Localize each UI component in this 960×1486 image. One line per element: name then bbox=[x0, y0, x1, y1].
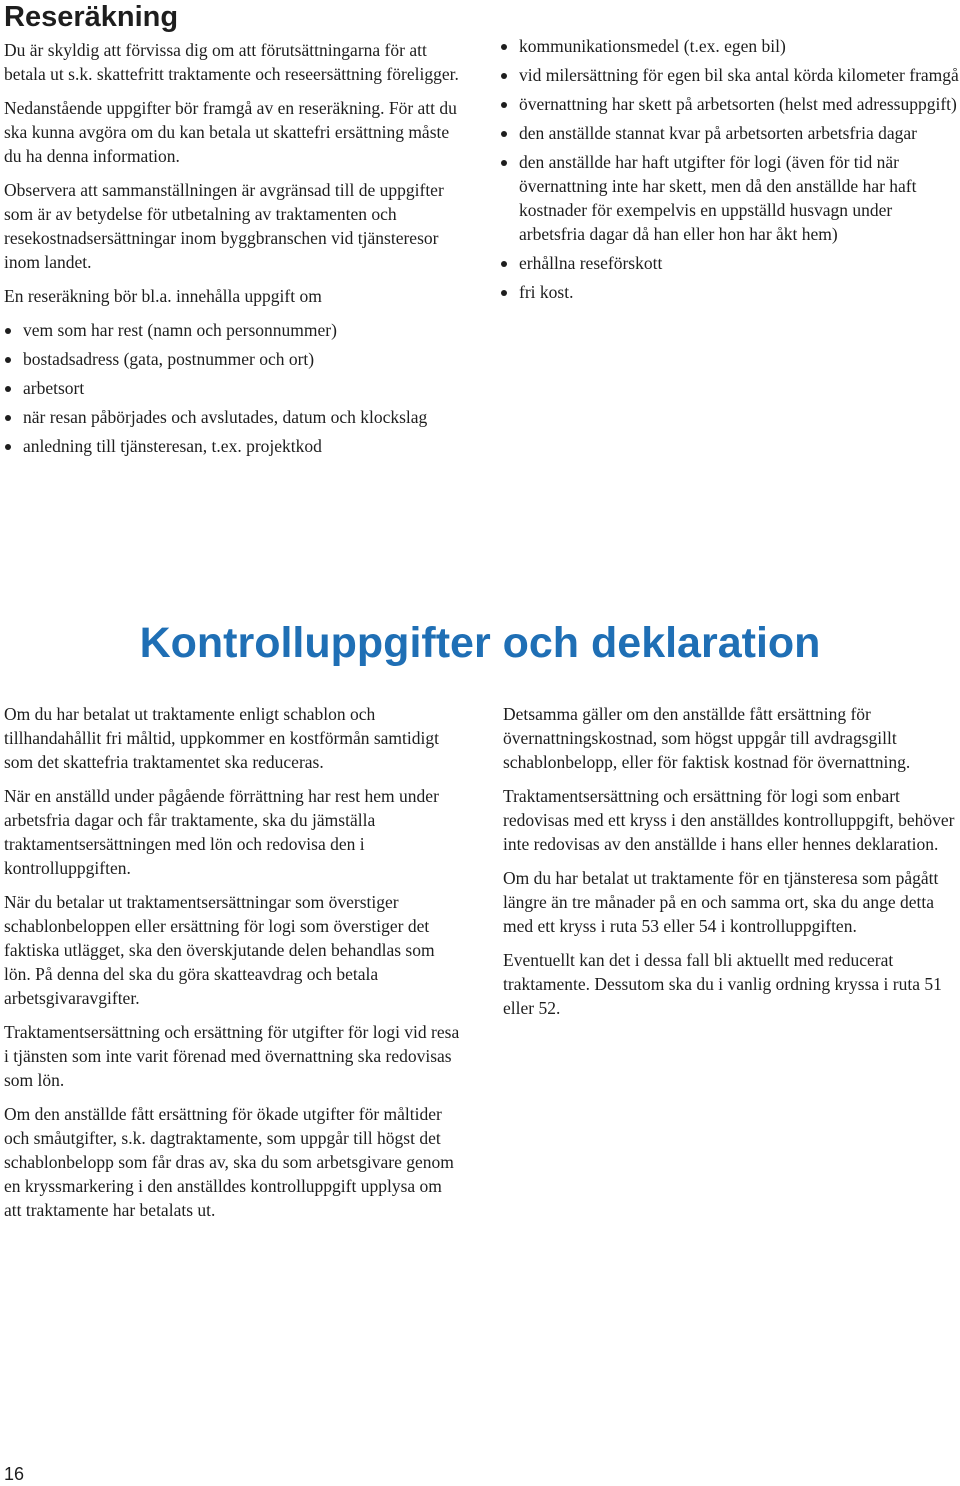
paragraph: När du betalar ut traktamentsersättningar som överstiger schablonbeloppen eller ersättning för logi som överstiger det faktiska utlägget, ska den överskjutande delen behandlas som lön. På denna del ska du göra skatteavdrag och betala arbetsgivaravgifter. bbox=[4, 892, 435, 1008]
reserakning-left-column bbox=[4, 0, 466, 468]
list-item: vem som har rest (namn och personnummer) bbox=[4, 318, 466, 342]
paragraph: Om den anställde fått ersättning för ökade utgifter för måltider och småutgifter, s.k. dagtraktamente, som uppgår till högst det schablonbelopp som får dras av, ska du som arbetsgivare genom en kryssmarkering i den anställdes kontrolluppgift upplysa om att traktamente har betalats ut. bbox=[4, 1104, 454, 1220]
section-heading-reserakning: Reseräkning bbox=[4, 1, 179, 33]
list-item: vid milersättning för egen bil ska antal körda kilometer framgå bbox=[500, 63, 960, 87]
paragraph: Nedanstående uppgifter bör framgå av en reseräkning. För att du ska kunna avgöra om du kan betala ut skattefri ersättning måste du ha denna information. bbox=[4, 98, 457, 166]
page-number: 16 bbox=[4, 1464, 25, 1484]
paragraph: Traktamentsersättning och ersättning för logi som enbart redovisas med ett kryss i den anställdes kontrolluppgift, behöver inte redovisas av den anställde i hans eller hennes deklaration. bbox=[503, 786, 955, 854]
paragraph: Eventuellt kan det i dessa fall bli aktuellt med reducerat traktamente. Dessutom ska du i vanlig ordning kryssa i ruta 51 eller 52. bbox=[503, 950, 942, 1018]
paragraph: Detsamma gäller om den anställde fått ersättning för övernattningskostnad, som högst uppgår till avdragsgillt schablonbelopp, eller för faktisk kostnad för övernattning. bbox=[503, 704, 911, 772]
list-item: kommunikationsmedel (t.ex. egen bil) bbox=[500, 34, 960, 58]
list-item: anledning till tjänsteresan, t.ex. projektkod bbox=[4, 434, 466, 458]
paragraph: Om du har betalat ut traktamente för en tjänsteresa som pågått längre än tre månader på en och samma ort, ska du ange detta med ett kryss i ruta 53 eller 54 i kontrolluppgiften. bbox=[503, 868, 939, 936]
paragraph: Traktamentsersättning och ersättning för utgifter för logi vid resa i tjänsten som inte varit förenad med övernattning ska redovisas som lön. bbox=[4, 1022, 460, 1090]
bullet-list bbox=[4, 318, 466, 458]
paragraph: Om du har betalat ut traktamente enligt schablon och tillhandahållit fri måltid, uppkommer en kostförmån samtidigt som det skattefria traktamentet ska reduceras. bbox=[4, 704, 439, 772]
list-intro: En reseräkning bör bl.a. innehålla uppgift om bbox=[4, 286, 322, 306]
kontroll-right-column bbox=[503, 702, 959, 1030]
list-item: arbetsort bbox=[4, 376, 466, 400]
list-item: den anställde stannat kvar på arbetsorten arbetsfria dagar bbox=[500, 121, 960, 145]
list-item: bostadsadress (gata, postnummer och ort) bbox=[4, 347, 466, 371]
paragraph: Du är skyldig att förvissa dig om att förutsättningarna för att betala ut s.k. skattefritt traktamente och reseersättning föreligger. bbox=[4, 40, 459, 84]
paragraph: Observera att sammanställningen är avgränsad till de uppgifter som är av betydelse för utbetalning av traktamenten och resekostnadsersättningar inom byggbranschen vid tjänsteresor inom landet. bbox=[4, 180, 444, 272]
list-item: erhållna reseförskott bbox=[500, 251, 960, 275]
list-item: när resan påbörjades och avslutades, datum och klockslag bbox=[4, 405, 466, 429]
list-item: fri kost. bbox=[500, 280, 960, 304]
list-item: den anställde har haft utgifter för logi (även för tid när övernattning inte har skett, men då den anställde har haft kostnader för exempelvis en uppställd husvagn under arbetsfria dagar då han eller hon har åkt hem) bbox=[500, 150, 960, 246]
list-item: övernattning har skett på arbetsorten (helst med adressuppgift) bbox=[500, 92, 960, 116]
kontroll-left-column bbox=[4, 702, 462, 1232]
paragraph: När en anställd under pågående förrättning har rest hem under arbetsfria dagar och får traktamente, ska du jämställa traktamentsersättningen med lön och redovisa den i kontrolluppgiften. bbox=[4, 786, 439, 878]
bullet-list bbox=[500, 34, 960, 304]
section-heading-kontrolluppgifter: Kontrolluppgifter och deklaration bbox=[139, 619, 821, 667]
reserakning-right-column bbox=[500, 34, 960, 314]
